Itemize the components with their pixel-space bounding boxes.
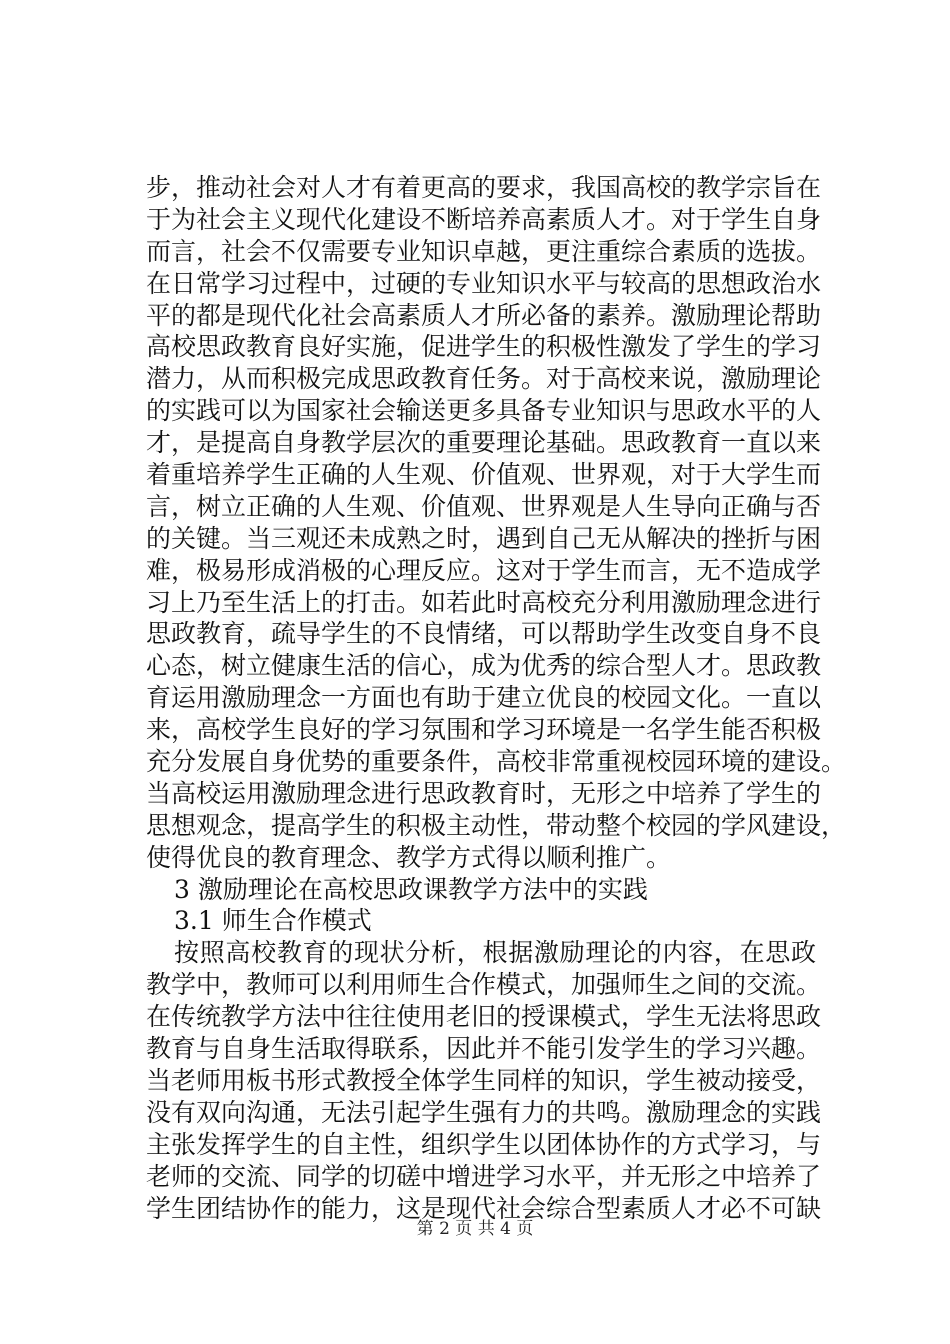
text-line: 思想观念，提高学生的积极主动性，带动整个校园的学风建设， <box>146 810 847 840</box>
text-line: 育运用激励理念一方面也有助于建立优良的校园文化。一直以 <box>146 683 822 713</box>
text-line: 按照高校教育的现状分析，根据激励理论的内容，在思政 <box>174 938 816 968</box>
text-line: 言，树立正确的人生观、价值观、世界观是人生导向正确与否 <box>146 491 822 521</box>
text-line: 平的都是现代化社会高素质人才所必备的素养。激励理论帮助 <box>146 300 822 330</box>
text-line: 教学中，教师可以利用师生合作模式，加强师生之间的交流。 <box>146 970 822 1000</box>
text-line: 心态，树立健康生活的信心，成为优秀的综合型人才。思政教 <box>146 651 822 681</box>
text-line: 而言，社会不仅需要专业知识卓越，更注重综合素质的选拔。 <box>146 236 822 266</box>
page-number-footer: 第 2 页 共 4 页 <box>416 1219 534 1239</box>
body-text <box>146 172 847 1224</box>
text-line: 的关键。当三观还未成熟之时，遇到自己无从解决的挫折与困 <box>146 523 822 553</box>
text-line: 当老师用板书形式教授全体学生同样的知识，学生被动接受， <box>146 1065 822 1095</box>
text-line: 高校思政教育良好实施，促进学生的积极性激发了学生的学习 <box>146 332 822 362</box>
text-line: 的实践可以为国家社会输送更多具备专业知识与思政水平的人 <box>146 396 822 426</box>
text-line: 才，是提高自身教学层次的重要理论基础。思政教育一直以来 <box>146 428 822 458</box>
text-line: 思政教育，疏导学生的不良情绪，可以帮助学生改变自身不良 <box>146 619 822 649</box>
text-line: 步，推动社会对人才有着更高的要求，我国高校的教学宗旨在 <box>146 173 822 202</box>
text-line: 在传统教学方法中往往使用老旧的授课模式，学生无法将思政 <box>146 1002 822 1032</box>
text-line: 主张发挥学生的自主性，组织学生以团体协作的方式学习，与 <box>146 1129 822 1159</box>
text-line: 在日常学习过程中，过硬的专业知识水平与较高的思想政治水 <box>146 268 822 298</box>
text-line: 使得优良的教育理念、教学方式得以顺利推广。 <box>146 842 672 872</box>
section-heading: 3 激励理论在高校思政课教学方法中的实践 <box>174 874 648 904</box>
text-line: 于为社会主义现代化建设不断培养高素质人才。对于学生自身 <box>146 204 822 234</box>
text-line: 没有双向沟通，无法引起学生强有力的共鸣。激励理念的实践 <box>146 1097 822 1127</box>
text-line: 学生团结协作的能力，这是现代社会综合型素质人才必不可缺 <box>146 1193 822 1223</box>
text-line: 来，高校学生良好的学习氛围和学习环境是一名学生能否积极 <box>146 715 822 745</box>
text-line: 充分发展自身优势的重要条件，高校非常重视校园环境的建设。 <box>146 747 847 777</box>
text-line: 教育与自身生活取得联系，因此并不能引发学生的学习兴趣。 <box>146 1034 822 1064</box>
subsection-heading: 3.1 师生合作模式 <box>174 906 372 936</box>
text-line: 当高校运用激励理念进行思政教育时，无形之中培养了学生的 <box>146 778 822 808</box>
text-line: 难，极易形成消极的心理反应。这对于学生而言，无不造成学 <box>146 555 822 585</box>
text-line: 着重培养学生正确的人生观、价值观、世界观，对于大学生而 <box>146 460 822 490</box>
text-line: 潜力，从而积极完成思政教育任务。对于高校来说，激励理论 <box>146 364 822 394</box>
text-line: 老师的交流、同学的切磋中增进学习水平，并无形之中培养了 <box>146 1161 822 1191</box>
text-line: 习上乃至生活上的打击。如若此时高校充分利用激励理念进行 <box>146 587 822 617</box>
